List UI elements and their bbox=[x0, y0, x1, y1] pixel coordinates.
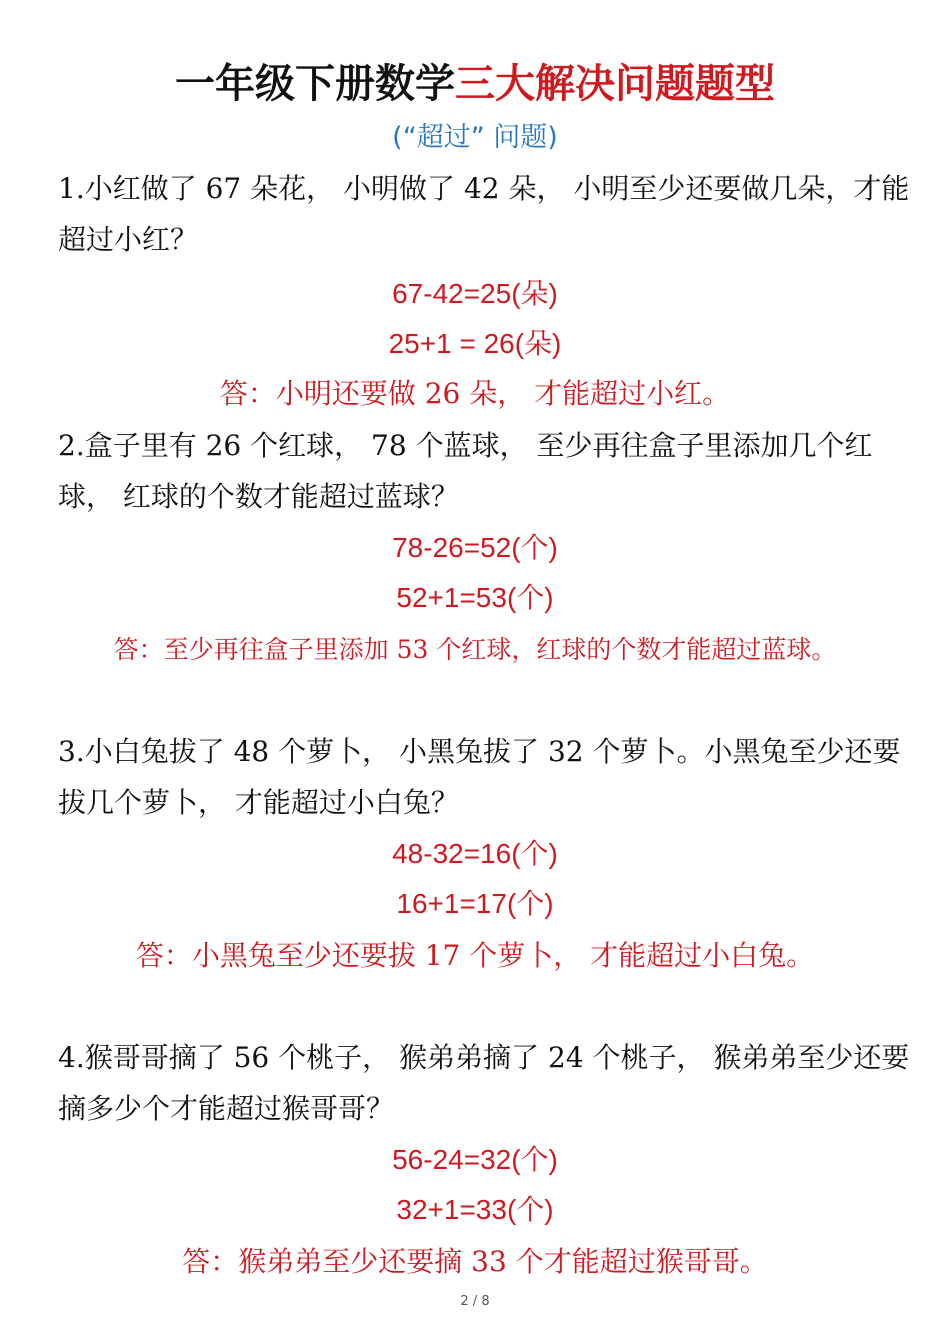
problem-2-answer: 答：至少再往盒子里添加 53 个红球，红球的个数才能超过蓝球。 bbox=[113, 635, 837, 664]
title-part2: 三大解决问题题型 bbox=[455, 61, 775, 107]
problem-4-calc-1: 56-24=32(个) bbox=[392, 1144, 558, 1175]
problem-1-calc-2: 25+1 = 26(朵) bbox=[388, 328, 562, 359]
problem-2-question: 2.盒子里有 26 个红球， 78 个蓝球， 至少再往盒子里添加几个红球， 红球的个数才能超过蓝球？ bbox=[58, 429, 873, 513]
problem-1-calc-1: 67-42=25(朵) bbox=[392, 278, 558, 309]
page-title bbox=[0, 58, 950, 110]
problem-3-calc-1: 48-32=16(个) bbox=[392, 838, 558, 869]
problem-1-question: 1.小红做了 67 朵花， 小明做了 42 朵， 小明至少还要做几朵，才能超过小红？ bbox=[58, 172, 910, 256]
title-part1: 一年级下册数学 bbox=[175, 61, 455, 107]
page-subtitle: (“超过” 问题) bbox=[392, 122, 558, 153]
problem-1-answer: 答：小明还要做 26 朵， 才能超过小红。 bbox=[219, 377, 731, 410]
problem-2-calc-2: 52+1=53(个) bbox=[396, 582, 554, 613]
problem-4-answer: 答：猴弟弟至少还要摘 33 个才能超过猴哥哥。 bbox=[182, 1245, 768, 1278]
problem-3-question: 3.小白兔拔了 48 个萝卜， 小黑兔拔了 32 个萝卜。小黑兔至少还要拔几个萝卜， 才能超过小白兔？ bbox=[58, 735, 901, 819]
problem-2-calc-1: 78-26=52(个) bbox=[392, 532, 558, 563]
problem-4-question: 4.猴哥哥摘了 56 个桃子， 猴弟弟摘了 24 个桃子， 猴弟弟至少还要摘多少个才能超过猴哥哥？ bbox=[58, 1041, 910, 1125]
page-indicator: 2 / 8 bbox=[460, 1294, 490, 1309]
problem-3-calc-2: 16+1=17(个) bbox=[396, 888, 554, 919]
problem-4-calc-2: 32+1=33(个) bbox=[396, 1194, 554, 1225]
problem-3-answer: 答：小黑兔至少还要拔 17 个萝卜， 才能超过小白兔。 bbox=[135, 939, 815, 972]
